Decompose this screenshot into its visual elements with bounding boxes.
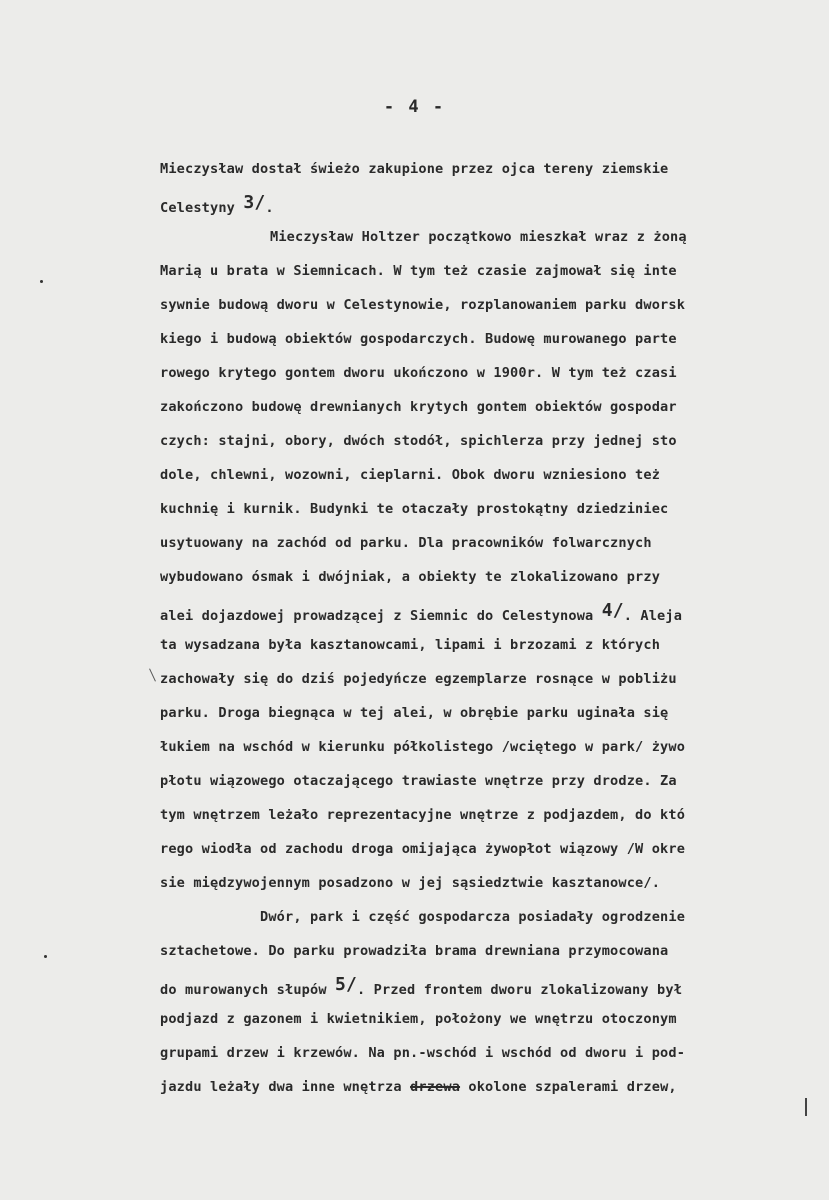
text-line-content: ta wysadzana była kasztanowcami, lipami i brzozami z których xyxy=(160,637,661,653)
text-line-content: Celestyny xyxy=(160,200,244,216)
footnote-reference: 4/ xyxy=(601,600,624,621)
text-line xyxy=(160,152,820,186)
text-line-content: do murowanych słupów xyxy=(160,982,336,998)
text-line-content: kiego i budową obiektów gospodarczych. Budowę murowanego parte xyxy=(160,331,677,347)
text-line xyxy=(160,220,820,254)
text-line-content: wybudowano ósmak i dwójniak, a obiekty te zlokalizowano przy xyxy=(160,569,661,585)
text-line xyxy=(160,798,820,832)
text-line-content: rego wiodła od zachodu droga omijająca żywopłot wiązowy /W okre xyxy=(160,841,686,857)
text-line-content: rowego krytego gontem dworu ukończono w 1900r. W tym też czasi xyxy=(160,365,677,381)
text-line xyxy=(160,186,820,220)
text-line-content: Mieczysław dostał świeżo zakupione przez ojca tereny ziemskie xyxy=(160,161,669,177)
text-line-content: sie międzywojennym posadzono w jej sąsiedztwie kasztanowce/. xyxy=(160,875,661,891)
text-line xyxy=(160,662,820,696)
struck-out-word: drzewa xyxy=(410,1079,461,1095)
text-line xyxy=(160,356,820,390)
text-line-content: Dwór, park i część gospodarcza posiadały ogrodzenie xyxy=(260,909,686,925)
text-line xyxy=(160,424,820,458)
text-line xyxy=(160,594,820,628)
text-line-content: płotu wiązowego otaczającego trawiaste wnętrze przy drodze. Za xyxy=(160,773,677,789)
text-line xyxy=(160,1070,820,1104)
text-line-content: kuchnię i kurnik. Budynki te otaczały prostokątny dziedziniec xyxy=(160,501,669,517)
text-line-content: alei dojazdowej prowadzącej z Siemnic do Celestynowa xyxy=(160,608,602,624)
text-line-content: sztachetowe. Do parku prowadziła brama drewniana przymocowana xyxy=(160,943,669,959)
text-line xyxy=(160,628,820,662)
text-line xyxy=(160,934,820,968)
text-line-content: tym wnętrzem leżało reprezentacyjne wnętrze z podjazdem, do któ xyxy=(160,807,686,823)
margin-mark-tick xyxy=(149,668,156,681)
text-line-continuation: . Aleja xyxy=(623,608,683,624)
text-line-content: sywnie budową dworu w Celestynowie, rozplanowaniem parku dworsk xyxy=(160,297,686,313)
footnote-reference: 3/ xyxy=(243,192,266,213)
text-line-content: parku. Droga biegnąca w tej alei, w obrębie parku uginała się xyxy=(160,705,669,721)
text-line xyxy=(160,764,820,798)
footnote-reference: 5/ xyxy=(335,974,358,995)
text-line xyxy=(160,1002,820,1036)
text-line-continuation: . xyxy=(265,200,274,216)
text-line xyxy=(160,696,820,730)
text-line xyxy=(160,866,820,900)
text-line xyxy=(160,832,820,866)
page-number: - 4 - xyxy=(383,97,446,117)
text-line-content: podjazd z gazonem i kwietnikiem, położony we wnętrzu otoczonym xyxy=(160,1011,677,1027)
text-line xyxy=(160,730,820,764)
text-line-content: zachowały się do dziś pojedyńcze egzemplarze rosnące w pobliżu xyxy=(160,671,677,687)
text-line xyxy=(160,526,820,560)
margin-mark-dot xyxy=(40,280,43,283)
text-line xyxy=(160,390,820,424)
text-line-continuation: . Przed frontem dworu zlokalizowany był xyxy=(357,982,683,998)
text-line xyxy=(160,458,820,492)
text-line-content: jazdu leżały dwa inne wnętrza xyxy=(160,1079,411,1095)
text-line xyxy=(160,900,820,934)
text-line-continuation: okolone szpalerami drzew, xyxy=(460,1079,677,1095)
text-line-content: dole, chlewni, wozowni, cieplarni. Obok dworu wzniesiono też xyxy=(160,467,661,483)
text-line-content: zakończono budowę drewnianych krytych gontem obiektów gospodar xyxy=(160,399,677,415)
text-line xyxy=(160,288,820,322)
text-line-content: grupami drzew i krzewów. Na pn.-wschód i wschód od dworu i pod- xyxy=(160,1045,686,1061)
text-line xyxy=(160,322,820,356)
text-line-content: czych: stajni, obory, dwóch stodół, spichlerza przy jednej sto xyxy=(160,433,677,449)
text-line xyxy=(160,492,820,526)
text-line-content: łukiem na wschód w kierunku półkolistego /wciętego w park/ żywo xyxy=(160,739,686,755)
text-line xyxy=(160,560,820,594)
text-line-content: Mieczysław Holtzer początkowo mieszkał wraz z żoną xyxy=(270,229,687,245)
text-line-content: usytuowany na zachód od parku. Dla pracowników folwarcznych xyxy=(160,535,652,551)
margin-mark-dot xyxy=(44,955,47,958)
text-line-content: Marią u brata w Siemnicach. W tym też czasie zajmował się inte xyxy=(160,263,677,279)
typed-text-body xyxy=(160,152,820,1104)
text-line xyxy=(160,968,820,1002)
text-line xyxy=(160,254,820,288)
text-line xyxy=(160,1036,820,1070)
